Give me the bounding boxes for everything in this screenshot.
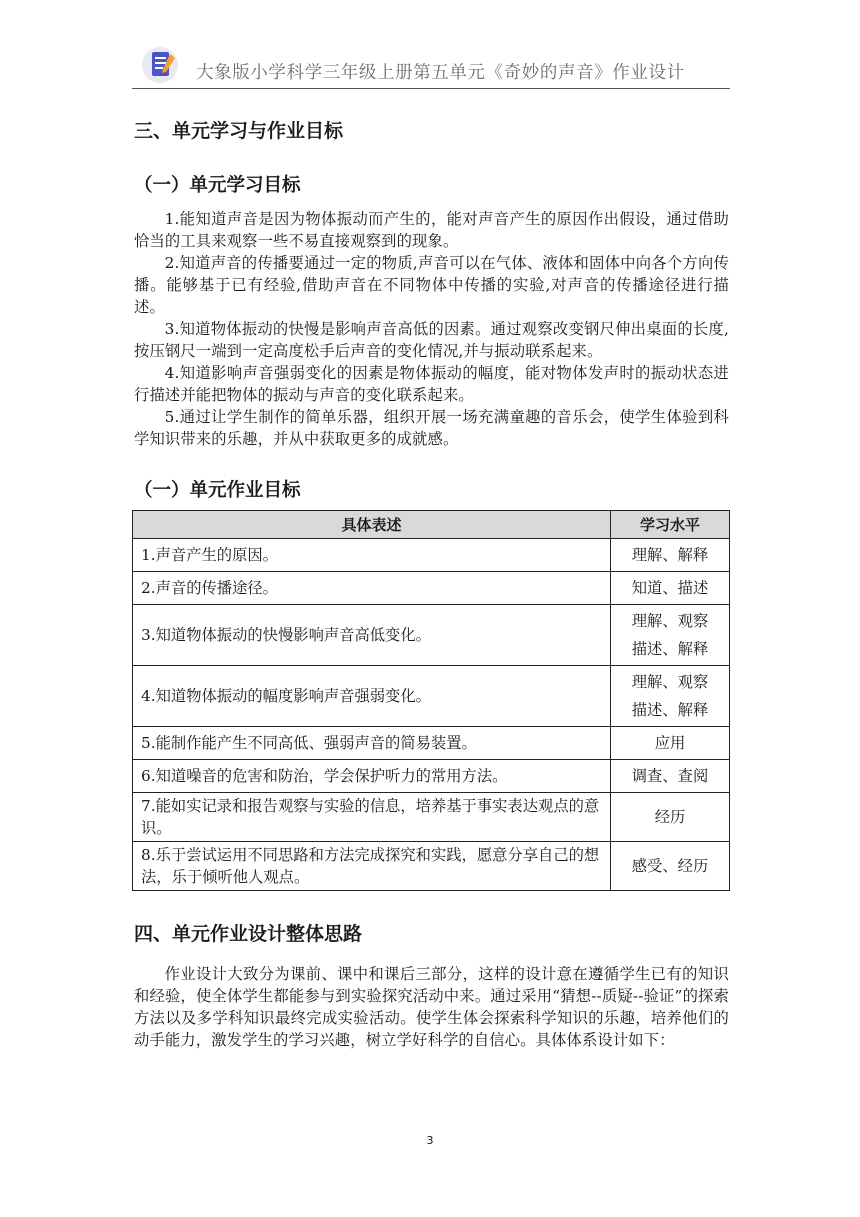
level-text: 经历 [654, 808, 686, 826]
row-description: 7.能如实记录和报告观察与实验的信息，培养基于事实表达观点的意识。 [133, 793, 611, 842]
table-row [133, 727, 730, 760]
learning-goal-2: 2.知道声音的传播要通过一定的物质,声音可以在气体、液体和固体中向各个方向传播。能够基于已有经验,借助声音在不同物体中传播的实验,对声音的传播途径进行描述。 [134, 254, 729, 316]
section-4-heading: 四、单元作业设计整体思路 [134, 923, 363, 945]
table-row [133, 572, 730, 605]
row-description: 1.声音产生的原因。 [133, 539, 611, 572]
level-text: 描述、解释 [631, 701, 709, 719]
table-row [133, 539, 730, 572]
row-description: 6.知道噪音的危害和防治，学会保护听力的常用方法。 [133, 760, 611, 793]
row-level [611, 727, 730, 760]
section-3-heading: 三、单元学习与作业目标 [134, 120, 344, 142]
table-row [133, 793, 730, 842]
level-text: 感受、经历 [631, 857, 709, 875]
page-header [132, 40, 730, 89]
level-text: 理解、观察 [631, 612, 709, 630]
table-row [133, 760, 730, 793]
row-description: 5.能制作能产生不同高低、强弱声音的简易装置。 [133, 727, 611, 760]
homework-goals-heading: （一）单元作业目标 [134, 480, 301, 501]
row-level [611, 666, 730, 727]
row-level [611, 760, 730, 793]
table-row [133, 666, 730, 727]
row-description: 2.声音的传播途径。 [133, 572, 611, 605]
learning-goal-4: 4.知道影响声音强弱变化的因素是物体振动的幅度，能对物体发声时的振动状态进行描述并能把物体的振动与声音的变化联系起来。 [134, 364, 729, 404]
level-text: 理解、解释 [631, 546, 709, 564]
learning-goal-1: 1.能知道声音是因为物体振动而产生的，能对声音产生的原因作出假设，通过借助恰当的工具来观察一些不易直接观察到的现象。 [134, 210, 729, 250]
row-description: 4.知道物体振动的幅度影响声音强弱变化。 [133, 666, 611, 727]
row-level [611, 572, 730, 605]
level-text: 描述、解释 [631, 640, 709, 658]
row-level [611, 539, 730, 572]
table-row [133, 605, 730, 666]
row-description: 8.乐于尝试运用不同思路和方法完成探究和实践，愿意分享自己的想法，乐于倾听他人观点。 [133, 842, 611, 891]
column-header-level: 学习水平 [611, 511, 730, 539]
design-overview-paragraph: 作业设计大致分为课前、课中和课后三部分，这样的设计意在遵循学生已有的知识和经验，使全体学生都能参与到实验探究活动中来。通过采用“猜想--质疑--验证”的探索方法以及多学科知识最终完成实验活动。使学生体会探索科学知识的乐趣，培养他们的动手能力，激发学生的学习兴趣，树立学好科学的自信心。具体体系设计如下： [134, 965, 729, 1049]
level-text: 应用 [654, 734, 686, 752]
row-level [611, 793, 730, 842]
row-level [611, 605, 730, 666]
document-pencil-logo-icon [140, 44, 182, 84]
row-level [611, 842, 730, 891]
level-text: 调查、查阅 [631, 767, 709, 785]
level-text: 知道、描述 [631, 579, 709, 597]
table-header-row [133, 511, 730, 539]
row-description: 3.知道物体振动的快慢影响声音高低变化。 [133, 605, 611, 666]
level-text: 理解、观察 [631, 673, 709, 691]
header-title: 大象版小学科学三年级上册第五单元《奇妙的声音》作业设计 [196, 63, 685, 83]
learning-goals-heading: （一）单元学习目标 [134, 175, 301, 196]
column-header-description: 具体表述 [133, 511, 611, 539]
learning-goal-5: 5.通过让学生制作的简单乐器，组织开展一场充满童趣的音乐会，使学生体验到科学知识带来的乐趣，并从中获取更多的成就感。 [134, 408, 729, 448]
learning-goal-3: 3.知道物体振动的快慢是影响声音高低的因素。通过观察改变钢尺伸出桌面的长度,按压钢尺一端到一定高度松手后声音的变化情况,并与振动联系起来。 [134, 320, 729, 360]
table-row [133, 842, 730, 891]
page-number: 3 [426, 1134, 434, 1147]
homework-goals-table [132, 510, 730, 891]
